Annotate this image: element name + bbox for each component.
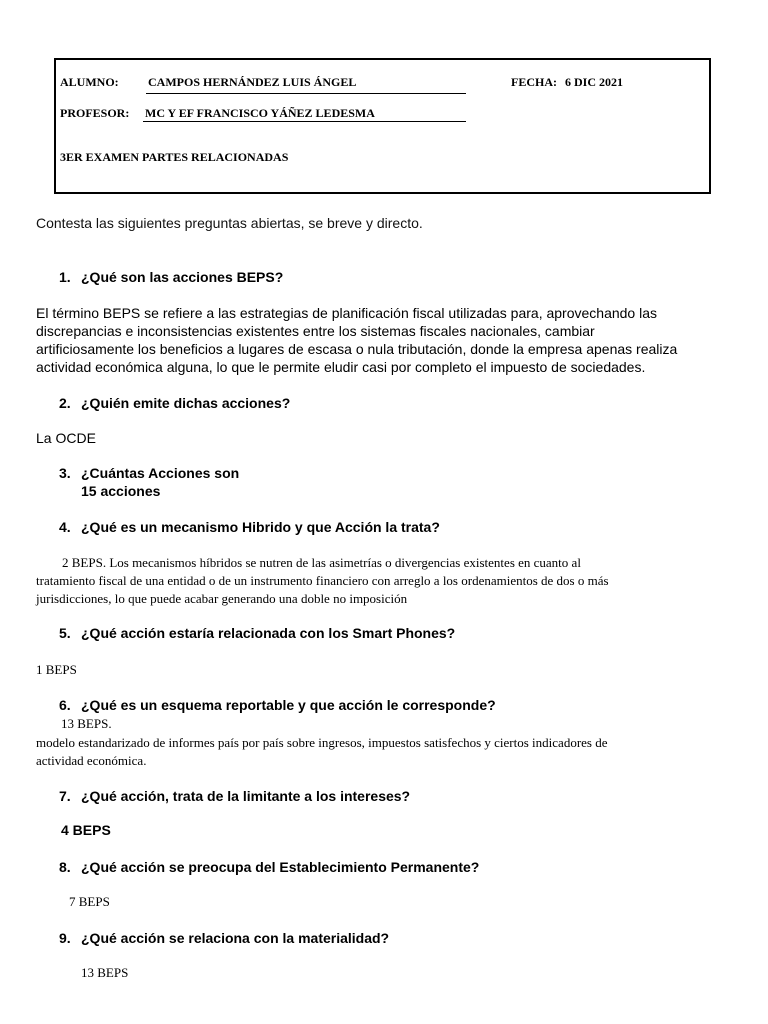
- question-5-number: 5.: [59, 625, 71, 641]
- profesor-underline: [143, 121, 466, 122]
- exam-title: 3ER EXAMEN PARTES RELACIONADAS: [60, 150, 289, 164]
- question-4-number: 4.: [59, 519, 71, 535]
- answer-1-line: El término BEPS se refiere a las estrategias de planificación fiscal utilizadas para, aprovechando las: [36, 305, 657, 321]
- answer-6: [36, 734, 608, 770]
- answer-1-line: actividad económica alguna, lo que le permite eludir casi por completo el impuesto de sociedades.: [36, 359, 646, 375]
- answer-4-line: jurisdicciones, lo que puede acabar generando una doble no imposición: [36, 591, 408, 606]
- instructions: Contesta las siguientes preguntas abiertas, se breve y directo.: [36, 215, 423, 231]
- profesor-value: MC Y EF FRANCISCO YÁÑEZ LEDESMA: [145, 106, 375, 120]
- question-8-text: ¿Qué acción se preocupa del Establecimiento Permanente?: [81, 859, 480, 875]
- question-3-text: ¿Cuántas Acciones son: [81, 465, 240, 481]
- answer-6-line: modelo estandarizado de informes país por país sobre ingresos, impuestos satisfechos y ciertos indicadores de: [36, 735, 608, 750]
- question-1-number: 1.: [59, 269, 71, 285]
- question-2-number: 2.: [59, 395, 71, 411]
- fecha-value: 6 DIC 2021: [565, 75, 624, 89]
- question-6-number: 6.: [59, 697, 71, 713]
- question-2-text: ¿Quién emite dichas acciones?: [81, 395, 291, 411]
- alumno-label: ALUMNO:: [60, 75, 119, 89]
- alumno-underline: [146, 93, 466, 94]
- question-9-number: 9.: [59, 930, 71, 946]
- question-8-number: 8.: [59, 859, 71, 875]
- answer-7: 4 BEPS: [61, 822, 111, 838]
- question-7-number: 7.: [59, 788, 71, 804]
- answer-5: 1 BEPS: [36, 662, 77, 677]
- answer-1-line: artificiosamente los beneficios a lugares de escasa o nula tributación, donde la empresa apenas realiza: [36, 341, 678, 357]
- profesor-label: PROFESOR:: [60, 106, 130, 120]
- question-6-text: ¿Qué es un esquema reportable y que acción le corresponde?: [81, 697, 496, 713]
- answer-6-line: actividad económica.: [36, 753, 147, 768]
- answer-4: [36, 554, 609, 608]
- question-4-text: ¿Qué es un mecanismo Hibrido y que Acción la trata?: [81, 519, 440, 535]
- question-9-text: ¿Qué acción se relaciona con la materialidad?: [81, 930, 390, 946]
- question-7-text: ¿Qué acción, trata de la limitante a los intereses?: [81, 788, 411, 804]
- answer-2: La OCDE: [36, 430, 96, 446]
- answer-8: 7 BEPS: [69, 894, 110, 909]
- fecha-label: FECHA:: [511, 75, 557, 89]
- alumno-value: CAMPOS HERNÁNDEZ LUIS ÁNGEL: [148, 75, 357, 89]
- answer-6-action: 13 BEPS.: [61, 716, 112, 731]
- question-5-text: ¿Qué acción estaría relacionada con los Smart Phones?: [81, 625, 456, 641]
- question-1-text: ¿Qué son las acciones BEPS?: [81, 269, 284, 285]
- question-3-number: 3.: [59, 465, 71, 481]
- answer-4-line: tratamiento fiscal de una entidad o de un instrumento financiero con arreglo a los ordenamientos de dos o más: [36, 573, 609, 588]
- answer-1-line: discrepancias e inconsistencias existentes entre los sistemas fiscales nacionales, cambiar: [36, 323, 595, 339]
- answer-3: 15 acciones: [81, 483, 161, 499]
- answer-4-line: 2 BEPS. Los mecanismos híbridos se nutren de las asimetrías o divergencias existentes en cuanto al: [62, 555, 581, 570]
- answer-1: [36, 304, 677, 376]
- answer-9: 13 BEPS: [81, 965, 129, 980]
